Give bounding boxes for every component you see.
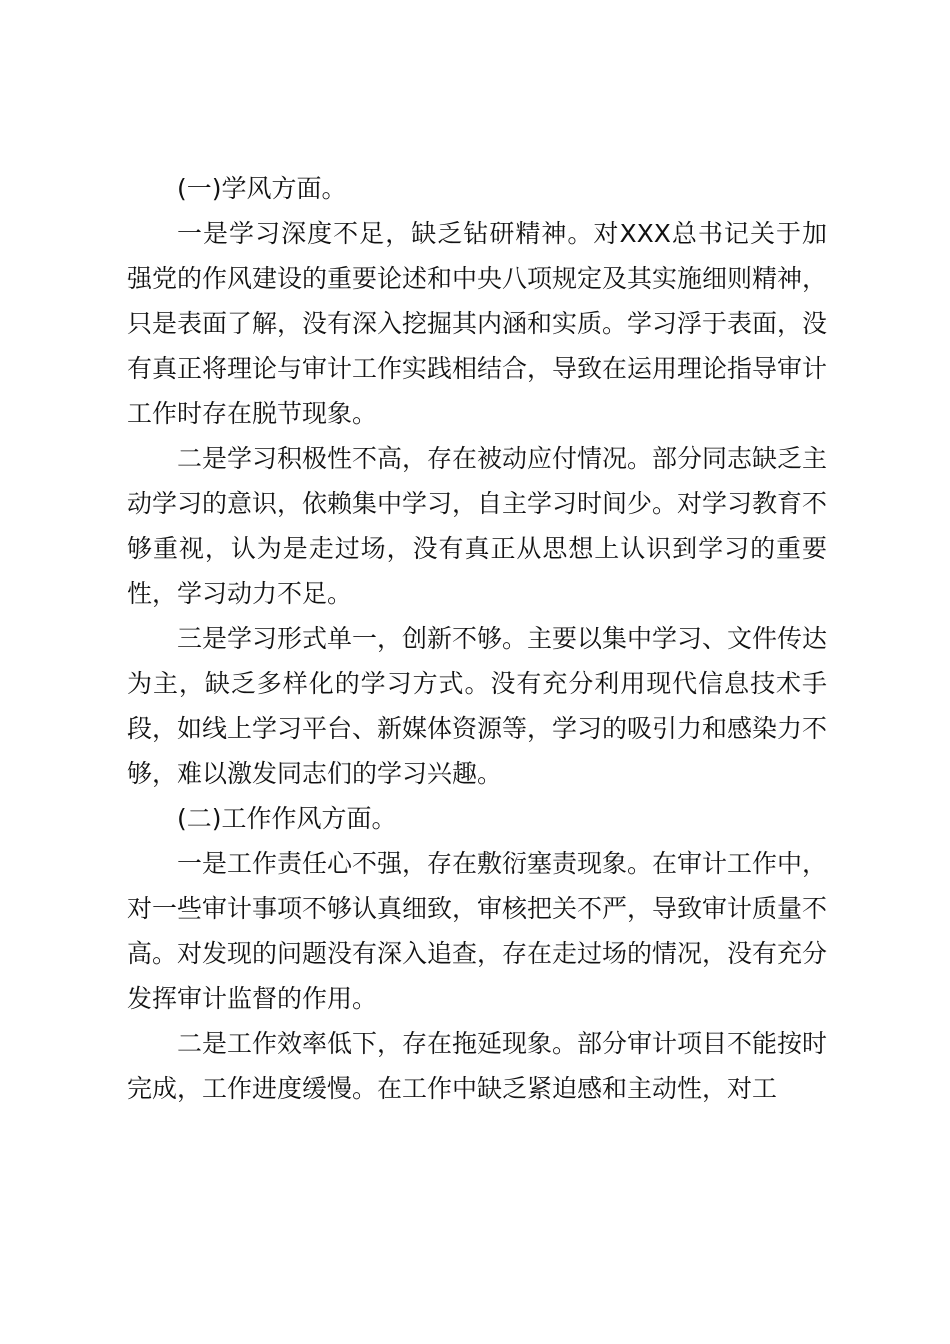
paragraph: 二是学习积极性不高，存在被动应付情况。部分同志缺乏主动学习的意识，依赖集中学习，自主学习时间少。对学习教育不够重视，认为是走过场，没有真正从思想上认识到学习的重要性，学习动力不足。 — [127, 444, 828, 608]
paragraph: 三是学习形式单一，创新不够。主要以集中学习、文件传达为主，缺乏多样化的学习方式。没有充分利用现代信息技术手段，如线上学习平台、新媒体资源等，学习的吸引力和感染力不够，难以激发同志们的学习兴趣。 — [127, 624, 828, 788]
paragraph: 一是工作责任心不强，存在敷衍塞责现象。在审计工作中，对一些审计事项不够认真细致，审核把关不严，导致审计质量不高。对发现的问题没有深入追查，存在走过场的情况，没有充分发挥审计监督的作用。 — [127, 849, 828, 1013]
document-body — [127, 166, 827, 1111]
section-heading-work-style: (二)工作作风方面。 — [177, 804, 397, 833]
paragraph: 一是学习深度不足，缺乏钻研精神。对XXX总书记关于加强党的作风建设的重要论述和中央八项规定及其实施细则精神，只是表面了解，没有深入挖掘其内涵和实质。学习浮于表面，没有真正将理论与审计工作实践相结合，导致在运用理论指导审计工作时存在脱节现象。 — [127, 219, 828, 428]
paragraph: 二是工作效率低下，存在拖延现象。部分审计项目不能按时完成，工作进度缓慢。在工作中缺乏紧迫感和主动性，对工 — [127, 1029, 828, 1103]
section-heading-study-style: (一)学风方面。 — [177, 174, 347, 203]
